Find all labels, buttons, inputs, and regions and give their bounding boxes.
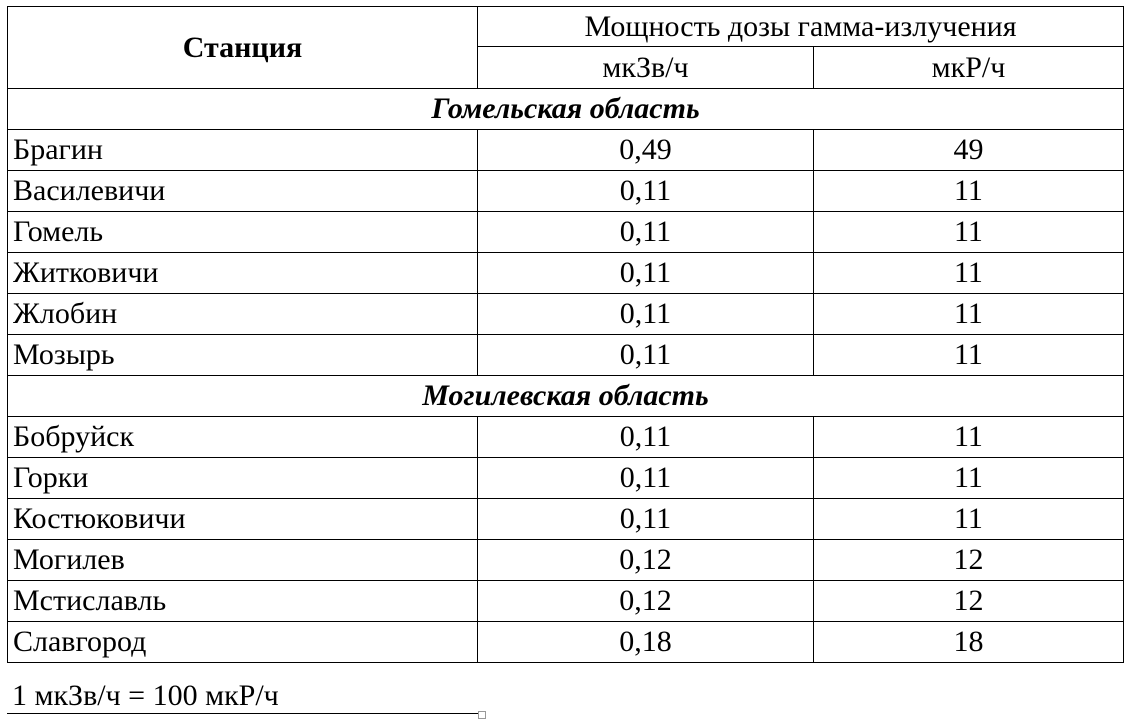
dose-usv: 0,11 xyxy=(478,417,814,458)
header-row-top xyxy=(8,7,1124,47)
header-unit-ur: мкР/ч xyxy=(814,47,1124,89)
dose-usv: 0,12 xyxy=(478,540,814,581)
table-row xyxy=(8,253,1124,294)
dose-ur: 11 xyxy=(814,335,1124,376)
station-name: Бобруйск xyxy=(8,417,478,458)
region-row xyxy=(8,89,1124,130)
unit-conversion-footnote: 1 мкЗв/ч = 100 мкР/ч xyxy=(12,679,279,712)
table-row xyxy=(8,212,1124,253)
dose-usv: 0,11 xyxy=(478,212,814,253)
dose-usv: 0,11 xyxy=(478,458,814,499)
dose-ur: 11 xyxy=(814,253,1124,294)
dose-usv: 0,11 xyxy=(478,294,814,335)
dose-ur: 11 xyxy=(814,417,1124,458)
table-row xyxy=(8,335,1124,376)
station-name: Василевичи xyxy=(8,171,478,212)
station-name: Костюковичи xyxy=(8,499,478,540)
table-row xyxy=(8,171,1124,212)
dose-ur: 12 xyxy=(814,540,1124,581)
station-name: Гомель xyxy=(8,212,478,253)
footnote-divider xyxy=(7,713,480,714)
region-title: Могилевская область xyxy=(8,376,1124,417)
region-title: Гомельская область xyxy=(8,89,1124,130)
dose-usv: 0,12 xyxy=(478,581,814,622)
station-name: Житковичи xyxy=(8,253,478,294)
dose-usv: 0,49 xyxy=(478,130,814,171)
dose-ur: 12 xyxy=(814,581,1124,622)
table-row xyxy=(8,130,1124,171)
station-name: Брагин xyxy=(8,130,478,171)
table-row xyxy=(8,458,1124,499)
dose-usv: 0,18 xyxy=(478,622,814,663)
table-row xyxy=(8,499,1124,540)
table-row xyxy=(8,294,1124,335)
station-name: Могилев xyxy=(8,540,478,581)
station-name: Славгород xyxy=(8,622,478,663)
dose-ur: 49 xyxy=(814,130,1124,171)
dose-rate-table xyxy=(7,6,1124,663)
dose-ur: 18 xyxy=(814,622,1124,663)
dose-usv: 0,11 xyxy=(478,335,814,376)
dose-usv: 0,11 xyxy=(478,499,814,540)
dose-ur: 11 xyxy=(814,499,1124,540)
dose-usv: 0,11 xyxy=(478,171,814,212)
station-name: Жлобин xyxy=(8,294,478,335)
station-name: Мстиславль xyxy=(8,581,478,622)
region-row xyxy=(8,376,1124,417)
dose-ur: 11 xyxy=(814,458,1124,499)
table-row xyxy=(8,622,1124,663)
header-station: Станция xyxy=(8,7,478,89)
station-name: Мозырь xyxy=(8,335,478,376)
table-resize-handle[interactable] xyxy=(478,711,486,719)
dose-ur: 11 xyxy=(814,294,1124,335)
table-row xyxy=(8,417,1124,458)
station-name: Горки xyxy=(8,458,478,499)
dose-ur: 11 xyxy=(814,171,1124,212)
dose-usv: 0,11 xyxy=(478,253,814,294)
header-dose-rate: Мощность дозы гамма-излучения xyxy=(478,7,1124,47)
header-unit-usv: мкЗв/ч xyxy=(478,47,814,89)
table-row xyxy=(8,540,1124,581)
table-row xyxy=(8,581,1124,622)
dose-ur: 11 xyxy=(814,212,1124,253)
